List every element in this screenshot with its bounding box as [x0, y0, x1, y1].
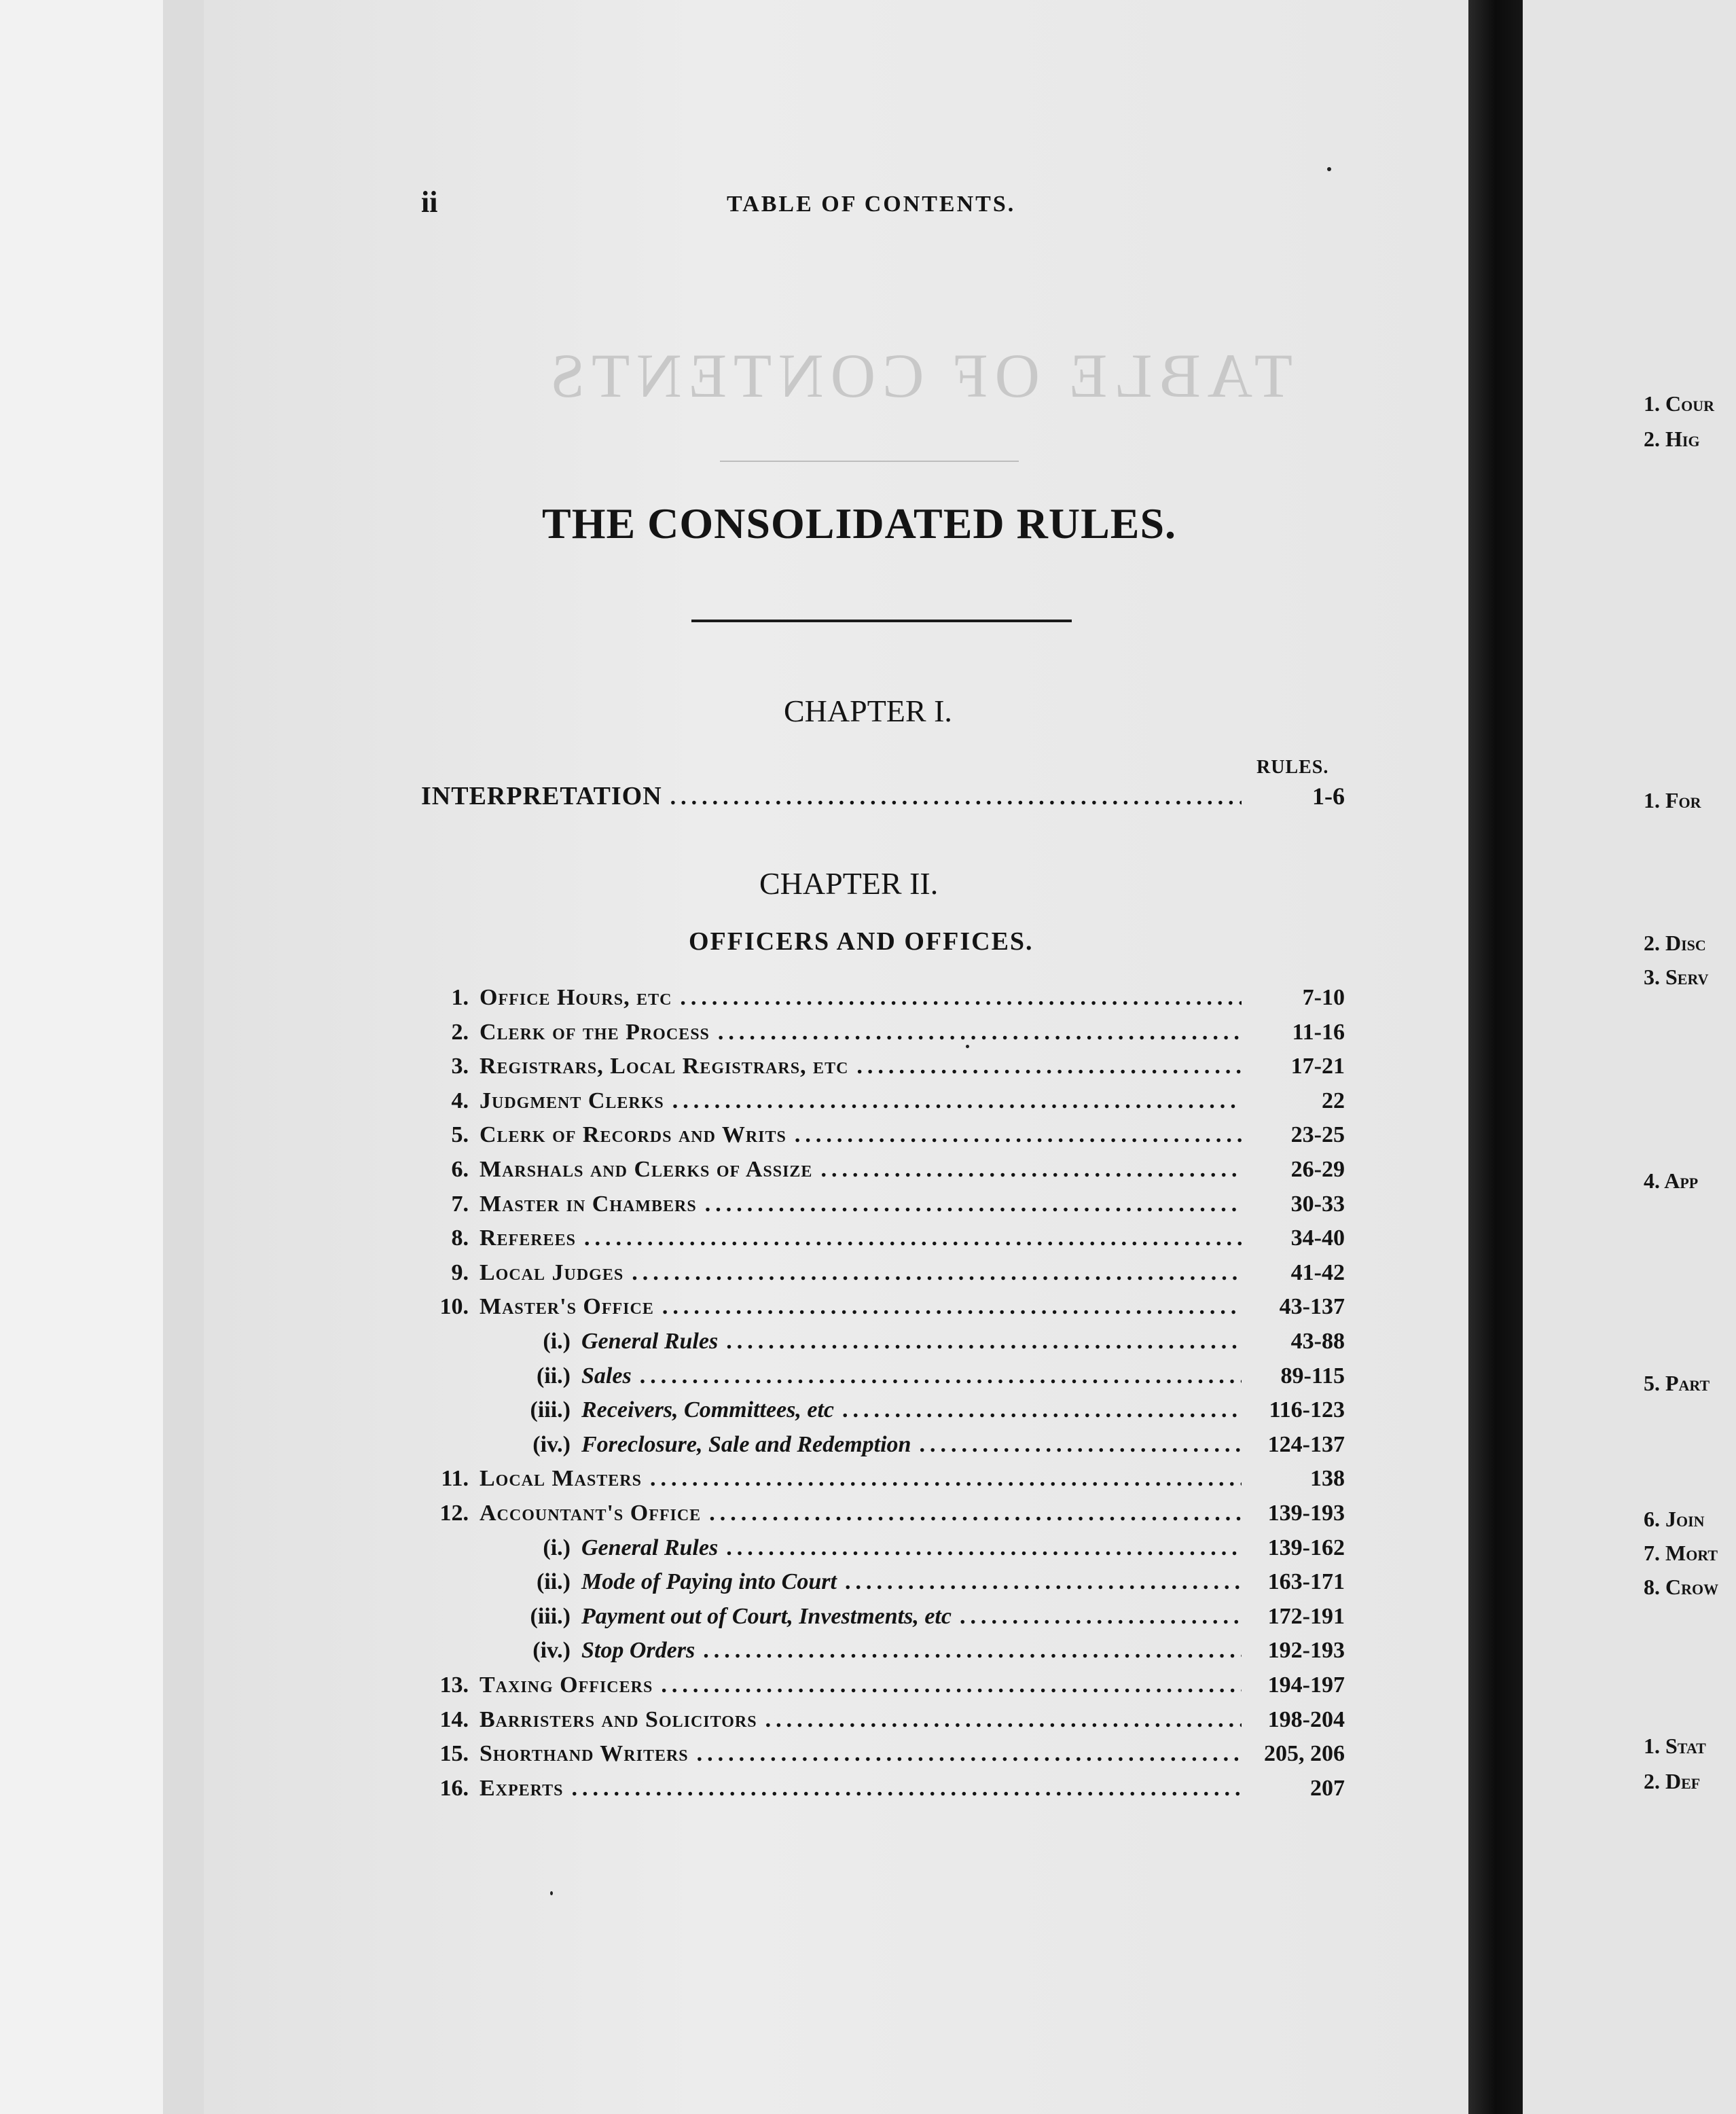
toc-entry-rules: 139-162: [1267, 1535, 1345, 1560]
toc-entry-label: Accountant's Office: [480, 1501, 702, 1526]
dot-leader: [726, 1329, 1242, 1355]
dot-leader: [640, 1363, 1242, 1389]
toc-entry-number: 16.: [439, 1775, 469, 1801]
dot-leader: [705, 1192, 1242, 1217]
toc-entry-rules: 172-191: [1267, 1603, 1345, 1629]
toc-entry-number: (ii.): [536, 1569, 571, 1595]
dot-leader: [650, 1466, 1242, 1492]
toc-entry-number: 11.: [441, 1466, 469, 1492]
toc-entry[interactable]: [421, 1776, 1345, 1810]
book-gutter: [1468, 0, 1523, 2114]
chapter-1-heading: CHAPTER I.: [784, 694, 952, 728]
toc-entry-number: 6.: [451, 1157, 469, 1182]
toc-entry[interactable]: [421, 1672, 1345, 1706]
bleed-through-ghost-rule: [720, 461, 1019, 462]
dot-leader: [632, 1260, 1242, 1286]
toc-entry[interactable]: [421, 1432, 1345, 1466]
toc-entry-number: 12.: [439, 1501, 469, 1526]
adjacent-page: [1523, 0, 1736, 2114]
toc-entry[interactable]: [421, 1294, 1345, 1328]
toc-entry-number: 3.: [451, 1054, 469, 1079]
toc-entry-rules: 34-40: [1290, 1225, 1345, 1251]
toc-entry-label: Taxing Officers: [480, 1672, 653, 1698]
toc-entry-label: Shorthand Writers: [480, 1741, 689, 1767]
speck: [1327, 167, 1331, 171]
toc-entry[interactable]: [421, 1225, 1345, 1259]
toc-entry-label: Stop Orders: [581, 1638, 695, 1664]
toc-entry-label: Office Hours, etc: [480, 985, 672, 1010]
toc-entry[interactable]: [421, 1535, 1345, 1569]
dot-leader: [726, 1535, 1242, 1561]
toc-entry-rules: 124-137: [1267, 1431, 1345, 1457]
toc-entry-rules: 17-21: [1290, 1054, 1345, 1079]
toc-entry-rules: 41-42: [1290, 1259, 1345, 1285]
running-title: TABLE OF CONTENTS.: [727, 192, 1016, 217]
toc-entry[interactable]: [421, 1054, 1345, 1088]
dot-leader: [662, 1294, 1242, 1320]
toc-entry-rules: 207: [1310, 1775, 1345, 1801]
toc-entry-label: Master's Office: [480, 1294, 654, 1320]
dot-leader: [680, 985, 1242, 1011]
left-page-edge: [163, 0, 205, 2114]
toc-entry-number: 14.: [439, 1706, 469, 1732]
speck: [966, 1045, 969, 1048]
toc-entry[interactable]: [421, 1638, 1345, 1672]
dot-leader: [584, 1225, 1242, 1251]
toc-entry-label: Mode of Paying into Court: [581, 1569, 837, 1595]
toc-entry-number: 7.: [451, 1191, 469, 1217]
toc-entry-rules: 139-193: [1267, 1501, 1345, 1526]
toc-entry-label: Registrars, Local Registrars, etc: [480, 1054, 849, 1079]
toc-entry-number: 9.: [451, 1259, 469, 1285]
toc-entry[interactable]: [421, 1088, 1345, 1122]
toc-entry-label: Clerk of the Process: [480, 1019, 710, 1045]
toc-entry[interactable]: [421, 1192, 1345, 1225]
toc-entry-label: Experts: [480, 1775, 564, 1801]
adjacent-page-fragment: 1. For: [1644, 788, 1701, 812]
toc-entry-number: 15.: [439, 1741, 469, 1767]
dot-leader: [795, 1122, 1242, 1148]
toc-entry[interactable]: [421, 1466, 1345, 1500]
dot-leader: [960, 1604, 1242, 1630]
toc-entry-number: 10.: [439, 1294, 469, 1320]
dot-leader: [672, 1088, 1242, 1114]
toc-entry[interactable]: [421, 1020, 1345, 1054]
toc-entry-number: 8.: [451, 1225, 469, 1251]
toc-entry-number: (ii.): [536, 1363, 571, 1389]
toc-entry-label: General Rules: [581, 1535, 719, 1560]
toc-entry[interactable]: [421, 1329, 1345, 1363]
toc-entry-rules: 23-25: [1290, 1122, 1345, 1148]
dot-leader: [718, 1020, 1242, 1045]
toc-entry[interactable]: [421, 1604, 1345, 1638]
dot-leader: [856, 1054, 1242, 1079]
toc-entry-rules: 194-197: [1267, 1672, 1345, 1698]
toc-entry-rules: 198-204: [1267, 1706, 1345, 1732]
toc-entry-label: Payment out of Court, Investments, etc: [581, 1603, 952, 1629]
toc-entry[interactable]: [421, 1397, 1345, 1431]
toc-entry-label: Master in Chambers: [480, 1191, 697, 1217]
toc-entry-rules: 1-6: [1312, 783, 1345, 810]
page-number: ii: [421, 185, 438, 219]
adjacent-page-fragment: 2. Def: [1644, 1769, 1701, 1793]
toc-entry-rules: 43-88: [1290, 1329, 1345, 1354]
toc-entry-rules: 192-193: [1267, 1638, 1345, 1664]
dot-leader: [842, 1397, 1242, 1423]
toc-entry-number: 4.: [451, 1088, 469, 1113]
toc-entry-number: (i.): [543, 1329, 571, 1354]
toc-entry-rules: 138: [1310, 1466, 1345, 1492]
toc-entry-rules: 11-16: [1292, 1019, 1345, 1045]
dot-leader: [765, 1707, 1242, 1733]
speck: [550, 1891, 553, 1895]
adjacent-page-fragment: 7. Mort: [1644, 1541, 1718, 1565]
toc-entry[interactable]: [421, 1122, 1345, 1156]
toc-entry-rules: 205, 206: [1264, 1741, 1345, 1767]
toc-entry-number: 13.: [439, 1672, 469, 1698]
toc-entry-label: Local Masters: [480, 1466, 642, 1492]
adjacent-page-fragment: 1. Cour: [1644, 391, 1714, 416]
toc-entry-number: (iii.): [530, 1603, 571, 1629]
toc-entry-rules: 7-10: [1302, 985, 1345, 1010]
toc-entry-label: Referees: [480, 1225, 576, 1251]
toc-entry[interactable]: [421, 1741, 1345, 1775]
toc-entry-rules: 43-137: [1279, 1294, 1345, 1320]
toc-entry-number: 5.: [451, 1122, 469, 1148]
toc-entry-label: Judgment Clerks: [480, 1088, 664, 1113]
toc-entry-rules: 89-115: [1280, 1363, 1345, 1389]
section-title: OFFICERS AND OFFICES.: [689, 927, 1034, 956]
toc-entry[interactable]: [421, 1707, 1345, 1741]
dot-leader: [697, 1741, 1242, 1767]
bleed-through-ghost-title: TABLE OF CONTENTS: [543, 341, 1293, 410]
toc-entry-rules: 163-171: [1267, 1569, 1345, 1595]
adjacent-page-fragment: 2. Hig: [1644, 427, 1700, 451]
adjacent-page-fragment: 6. Join: [1644, 1507, 1705, 1531]
toc-entry-rules: 26-29: [1290, 1157, 1345, 1182]
adjacent-page-fragment: 2. Disc: [1644, 931, 1706, 955]
adjacent-page-fragment: 1. Stat: [1644, 1734, 1706, 1758]
dot-leader: [661, 1672, 1242, 1698]
adjacent-page-fragment: 3. Serv: [1644, 965, 1709, 989]
toc-entry-label: Sales: [581, 1363, 632, 1389]
toc-entry-number: 2.: [451, 1019, 469, 1045]
dot-leader: [670, 785, 1242, 810]
toc-entry[interactable]: [421, 1363, 1345, 1397]
toc-entry[interactable]: [421, 1260, 1345, 1294]
document-title: THE CONSOLIDATED RULES.: [542, 499, 1177, 548]
toc-entry-label: General Rules: [581, 1329, 719, 1354]
toc-entry-number: (iv.): [532, 1431, 571, 1457]
toc-entry[interactable]: [421, 1569, 1345, 1603]
toc-entry-rules: 116-123: [1269, 1397, 1345, 1423]
chapter-2-heading: CHAPTER II.: [759, 866, 939, 901]
toc-entry-label: Clerk of Records and Writs: [480, 1122, 786, 1148]
dot-leader: [572, 1776, 1242, 1802]
toc-entry-rules: 30-33: [1290, 1191, 1345, 1217]
toc-entry-label: Barristers and Solicitors: [480, 1706, 757, 1732]
toc-entry-number: (iii.): [530, 1397, 571, 1423]
toc-entry[interactable]: [421, 985, 1345, 1019]
adjacent-page-fragment: 4. App: [1644, 1168, 1699, 1193]
dot-leader: [820, 1157, 1242, 1183]
toc-entry[interactable]: [421, 1157, 1345, 1191]
dot-leader: [709, 1501, 1242, 1526]
adjacent-page-fragment: 5. Part: [1644, 1371, 1710, 1395]
toc-entry-rules: 22: [1322, 1088, 1345, 1113]
toc-entry-number: (i.): [543, 1535, 571, 1560]
toc-entry-label: Marshals and Clerks of Assize: [480, 1157, 813, 1182]
toc-entry[interactable]: [421, 1501, 1345, 1535]
title-divider: [691, 620, 1072, 622]
toc-entry-number: (iv.): [532, 1638, 571, 1664]
toc-entry-label: Local Judges: [480, 1259, 624, 1285]
toc-entry-interpretation[interactable]: [421, 781, 1345, 815]
dot-leader: [919, 1432, 1242, 1458]
toc-entry-number: 1.: [451, 985, 469, 1010]
adjacent-page-fragment: 8. Crow: [1644, 1575, 1719, 1599]
toc-entry-label: Receivers, Committees, etc: [581, 1397, 834, 1423]
dot-leader: [845, 1569, 1242, 1595]
toc-entry-label: Foreclosure, Sale and Redemption: [581, 1431, 911, 1457]
toc-entry-label: INTERPRETATION: [421, 782, 662, 810]
rules-column-label: RULES.: [1256, 757, 1329, 778]
dot-leader: [703, 1638, 1242, 1664]
